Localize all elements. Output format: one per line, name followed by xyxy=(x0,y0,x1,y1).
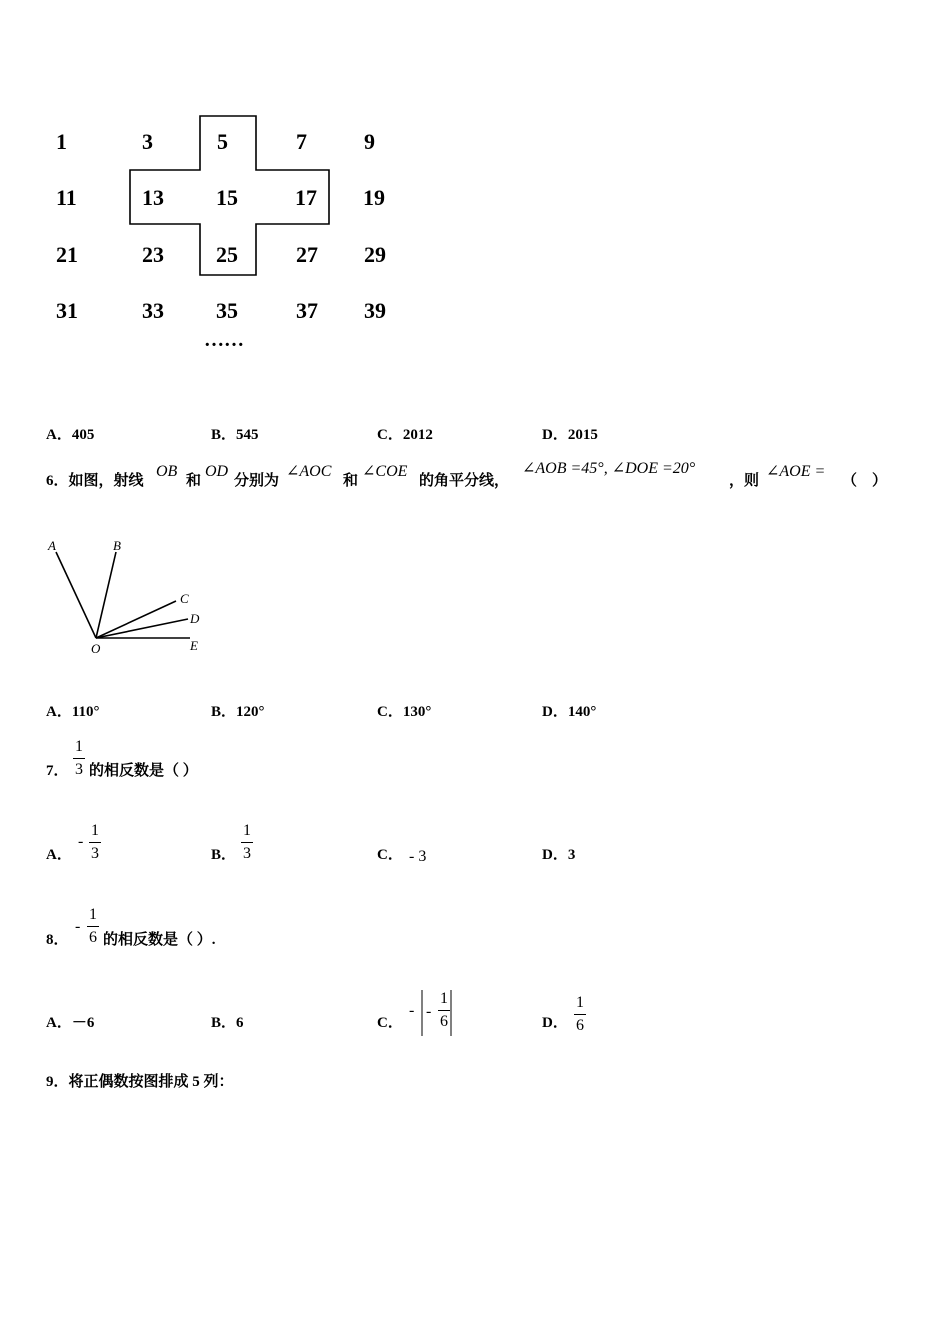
grid-cell: 25 xyxy=(216,242,238,267)
q8-option-d-label[interactable]: D． xyxy=(542,1015,568,1031)
grid-cell: 11 xyxy=(56,185,77,210)
frac-num: 1 xyxy=(89,906,97,923)
q8-number: 8． xyxy=(46,932,69,948)
q7-option-b-fraction xyxy=(241,823,253,862)
q9-text: 9．将正偶数按图排成 5 列： xyxy=(46,1074,234,1090)
grid-ellipsis: …… xyxy=(204,329,244,351)
q7-option-c-value: - 3 xyxy=(409,848,427,865)
q7-option-c-label[interactable]: C． xyxy=(377,847,403,863)
q6-then: ，则 xyxy=(729,473,760,489)
frac-num: 1 xyxy=(440,990,448,1007)
q7-option-a-fraction xyxy=(89,823,101,862)
q7-text: 的相反数是（ ） xyxy=(89,763,198,779)
grid-cell: 7 xyxy=(296,129,307,154)
q7-frac-den: 3 xyxy=(75,761,83,778)
grid-cell: 37 xyxy=(296,298,318,323)
frac-num: 1 xyxy=(243,822,251,839)
grid-cell: 21 xyxy=(56,242,78,267)
grid-cell: 31 xyxy=(56,298,78,323)
frac-den: 6 xyxy=(576,1017,584,1034)
frac-den: 6 xyxy=(89,929,97,946)
q8-option-c-fraction xyxy=(438,991,450,1030)
q7-frac-num: 1 xyxy=(75,738,83,755)
grid-cell: 39 xyxy=(364,298,386,323)
frac-num: 1 xyxy=(576,994,584,1011)
q8-option-b[interactable]: B．6 xyxy=(211,1015,244,1031)
q7-option-b-label[interactable]: B． xyxy=(211,847,237,863)
q7-option-a-sign: - xyxy=(78,833,84,850)
grid-cell: 35 xyxy=(216,298,238,323)
grid-cell: 17 xyxy=(295,185,317,210)
frac-den: 3 xyxy=(91,845,99,862)
label-b: B xyxy=(113,538,121,553)
q7-fraction xyxy=(73,739,85,778)
q5-option-c[interactable]: C．2012 xyxy=(377,427,433,443)
grid-cell: 33 xyxy=(142,298,164,323)
ray-ob xyxy=(96,552,116,638)
q6-option-c[interactable]: C．130° xyxy=(377,704,432,720)
q6-angle-aoc: ∠AOC xyxy=(286,463,332,480)
ray-oc xyxy=(96,601,176,638)
q6-paren: （ ） xyxy=(842,473,888,489)
grid-cell: 3 xyxy=(142,129,153,154)
q8-option-c-label[interactable]: C． xyxy=(377,1015,403,1031)
q6-option-b[interactable]: B．120° xyxy=(211,704,265,720)
q7-number: 7． xyxy=(46,763,69,779)
q6-and-1: 和 xyxy=(186,473,202,489)
q6-ob: OB xyxy=(156,463,178,480)
angle-figure xyxy=(40,535,220,660)
label-a: A xyxy=(48,538,56,553)
q8-option-c-inner-sign: - xyxy=(426,1003,432,1020)
grid-cell: 5 xyxy=(217,129,228,154)
grid-cell: 1 xyxy=(56,129,67,154)
frac-num: 1 xyxy=(91,822,99,839)
label-o: O xyxy=(91,641,101,656)
q8-option-c-sign: - xyxy=(409,1002,415,1019)
q6-angle-aoe: ∠AOE = xyxy=(766,463,826,480)
q6-mid: 分别为 xyxy=(234,473,280,489)
grid-cell: 15 xyxy=(216,185,238,210)
q6-angle-coe: ∠COE xyxy=(362,463,408,480)
grid-cell: 27 xyxy=(296,242,318,267)
q5-option-a[interactable]: A．405 xyxy=(46,427,95,443)
ray-oa xyxy=(56,552,96,638)
q6-number: 6．如图，射线 xyxy=(46,473,144,489)
grid-cell: 29 xyxy=(364,242,386,267)
frac-den: 3 xyxy=(243,845,251,862)
q6-tail: 的角平分线， xyxy=(419,473,510,489)
grid-cell: 13 xyxy=(142,185,164,210)
q6-and-2: 和 xyxy=(343,473,359,489)
q6-given: ∠AOB =45°, ∠DOE =20° xyxy=(522,460,696,477)
q6-option-d[interactable]: D．140° xyxy=(542,704,597,720)
q6-od: OD xyxy=(205,463,229,480)
label-d: D xyxy=(190,611,200,626)
grid-cell: 9 xyxy=(364,129,375,154)
q7-option-a-label[interactable]: A． xyxy=(46,847,72,863)
label-e: E xyxy=(190,638,198,653)
q7-option-d[interactable]: D．3 xyxy=(542,847,576,863)
grid-cell: 19 xyxy=(363,185,385,210)
q8-text: 的相反数是（ ）. xyxy=(103,932,216,948)
q8-option-d-fraction xyxy=(574,995,586,1034)
label-c: C xyxy=(180,591,189,606)
ray-od xyxy=(96,619,188,638)
q8-fraction xyxy=(87,907,99,946)
grid-cell: 23 xyxy=(142,242,164,267)
q5-option-b[interactable]: B．545 xyxy=(211,427,259,443)
q8-option-a[interactable]: A．－6 xyxy=(46,1015,95,1031)
q5-option-d[interactable]: D．2015 xyxy=(542,427,598,443)
frac-den: 6 xyxy=(440,1013,448,1030)
q6-option-a[interactable]: A．110° xyxy=(46,704,100,720)
q8-sign: - xyxy=(75,918,81,935)
